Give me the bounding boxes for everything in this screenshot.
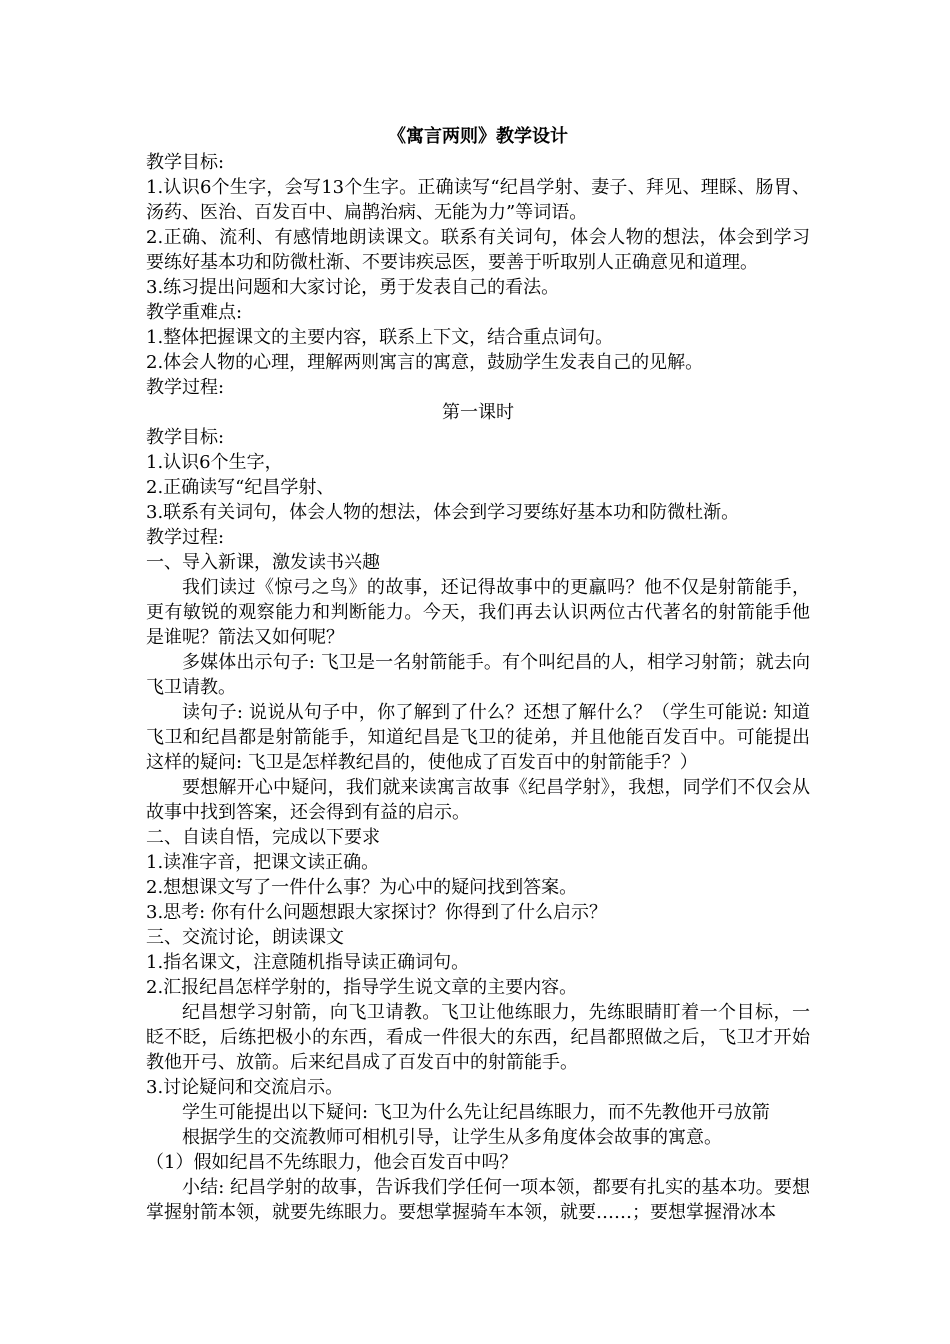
paragraph: 根据学生的交流教师可相机引导，让学生从多角度体会故事的寓意。	[182, 1127, 722, 1148]
paragraph: 小结: 纪昌学射的故事，告诉我们学任何一项本领，都要有扎实的基本功。要想掌握射箭本领，就要先练眼力。要想掌握骑车本领，就要……；要想掌握滑冰本	[146, 1177, 810, 1223]
paragraph: 3.思考: 你有什么问题想跟大家探讨？你得到了什么启示？	[146, 902, 607, 923]
paragraph: 读句子: 说说从句子中，你了解到了什么？还想了解什么？（学生可能说: 知道飞卫和纪昌都是射箭能手，知道纪昌是飞卫的徒弟，并且他能百发百中。可能提出这样的疑问: 飞卫是怎样教纪昌的，使他成了百发百中的射箭能手？）	[146, 702, 810, 773]
paragraph: 教学目标:	[146, 427, 225, 448]
paragraph: 1.指名课文，注意随机指导读正确词句。	[146, 952, 470, 973]
document-body	[146, 150, 810, 1225]
paragraph: 1.读准字音，把课文读正确。	[146, 852, 380, 873]
paragraph: 3.联系有关词句，体会人物的想法，体会到学习要练好基本功和防微杜渐。	[146, 502, 740, 523]
paragraph: 2.体会人物的心理，理解两则寓言的寓意，鼓励学生发表自己的见解。	[146, 352, 704, 373]
paragraph: 我们读过《惊弓之鸟》的故事，还记得故事中的更羸吗？他不仅是射箭能手，更有敏锐的观察能力和判断能力。今天，我们再去认识两位古代著名的射箭能手他是谁呢？箭法又如何呢？	[146, 577, 810, 648]
paragraph: 教学过程:	[146, 377, 225, 398]
paragraph: 一、导入新课，激发读书兴趣	[146, 552, 380, 573]
paragraph: 要想解开心中疑问，我们就来读寓言故事《纪昌学射》，我想，同学们不仅会从故事中找到答案，还会得到有益的启示。	[146, 777, 810, 823]
paragraph: 1.整体把握课文的主要内容，联系上下文，结合重点词句。	[146, 327, 614, 348]
paragraph: 2.正确、流利、有感情地朗读课文。联系有关词句，体会人物的想法，体会到学习要练好基本功和防微杜渐、不要讳疾忌医，要善于听取别人正确意见和道理。	[146, 227, 810, 273]
paragraph: 多媒体出示句子: 飞卫是一名射箭能手。有个叫纪昌的人，相学习射箭；就去向飞卫请教。	[146, 652, 810, 698]
paragraph: 2.想想课文写了一件什么事？为心中的疑问找到答案。	[146, 877, 578, 898]
paragraph: （1）假如纪昌不先练眼力，他会百发百中吗？	[146, 1152, 518, 1173]
paragraph: 学生可能提出以下疑问: 飞卫为什么先让纪昌练眼力，而不先教他开弓放箭	[182, 1102, 770, 1123]
paragraph: 教学目标:	[146, 152, 225, 173]
paragraph: 2.正确读写“纪昌学射、	[146, 477, 335, 498]
paragraph: 纪昌想学习射箭，向飞卫请教。飞卫让他练眼力，先练眼睛盯着一个目标，一眨不眨，后练把极小的东西，看成一件很大的东西，纪昌都照做之后，飞卫才开始教他开弓、放箭。后来纪昌成了百发百中的射箭能手。	[146, 1002, 810, 1073]
paragraph: 1.认识6个生字，	[146, 452, 283, 473]
document-page	[146, 124, 810, 1225]
paragraph: 教学重难点:	[146, 302, 243, 323]
paragraph: 3.练习提出问题和大家讨论，勇于发表自己的看法。	[146, 277, 560, 298]
section-heading: 第一课时	[442, 402, 514, 423]
paragraph: 教学过程:	[146, 527, 225, 548]
document-title: 《寓言两则》教学设计	[388, 126, 568, 147]
paragraph: 2.汇报纪昌怎样学射的，指导学生说文章的主要内容。	[146, 977, 578, 998]
paragraph: 三、交流讨论，朗读课文	[146, 927, 344, 948]
paragraph: 二、自读自悟，完成以下要求	[146, 827, 380, 848]
paragraph: 1.认识6个生字，会写13个生字。正确读写“纪昌学射、妻子、拜见、理睬、肠胃、汤药、医治、百发百中、扁鹊治病、无能为力”等词语。	[146, 177, 810, 223]
paragraph: 3.讨论疑问和交流启示。	[146, 1077, 344, 1098]
